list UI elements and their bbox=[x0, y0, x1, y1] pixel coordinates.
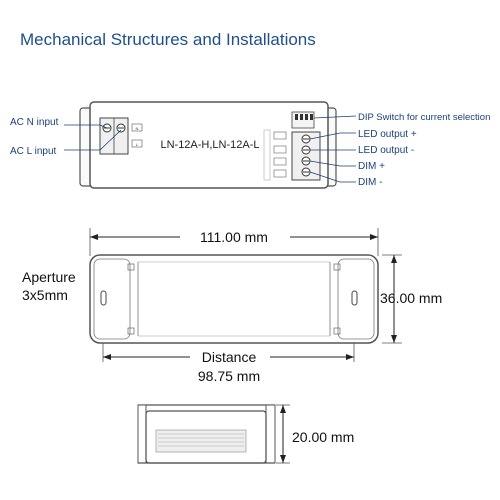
side-view bbox=[138, 405, 354, 463]
ac-n-input-label: AC N input bbox=[10, 117, 59, 128]
left-aperture-icon bbox=[101, 291, 106, 305]
distance-label: Distance bbox=[201, 349, 257, 365]
terminal-mark-n: N bbox=[135, 126, 139, 131]
led-output-minus-label: LED output - bbox=[358, 145, 415, 156]
ac-l-input-label: AC L input bbox=[10, 146, 57, 157]
dip-switch-label: DIP Switch for current selection bbox=[358, 112, 491, 123]
output-terminal-block bbox=[292, 132, 320, 180]
dip-switch-icon bbox=[292, 112, 314, 128]
dim-minus-label: DIM - bbox=[358, 177, 383, 188]
aperture-size: 3x5mm bbox=[22, 287, 68, 303]
length-dimension: 111.00 mm bbox=[200, 229, 268, 245]
front-view bbox=[22, 228, 442, 384]
distance-value: 98.75 mm bbox=[197, 368, 261, 384]
page-title: Mechanical Structures and Installations bbox=[20, 30, 316, 49]
terminal-mark-l: L bbox=[135, 142, 139, 147]
right-aperture-icon bbox=[352, 291, 357, 305]
height-dimension: 20.00 mm bbox=[292, 429, 355, 445]
width-dimension: 36.00 mm bbox=[380, 290, 443, 306]
top-view bbox=[10, 102, 490, 188]
led-output-plus-label: LED output + bbox=[358, 129, 417, 140]
driver-body-front bbox=[90, 255, 378, 343]
dim-plus-label: DIM + bbox=[358, 161, 385, 172]
model-name: LN-12A-H,LN-12A-L bbox=[160, 139, 260, 151]
aperture-label: Aperture bbox=[22, 269, 76, 285]
